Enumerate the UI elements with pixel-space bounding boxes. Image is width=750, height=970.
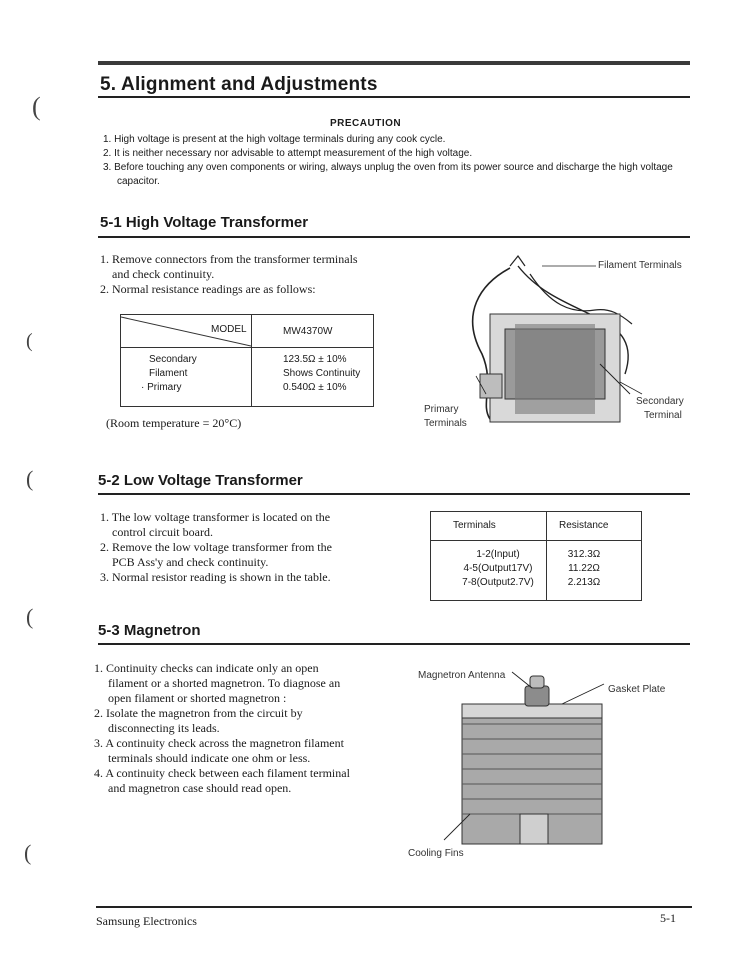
- title-rule: [98, 96, 690, 98]
- hvt-label: Secondary: [149, 354, 197, 365]
- mag-step: terminals should indicate one ohm or less.: [108, 751, 311, 765]
- lvt-table: [430, 511, 642, 601]
- section-rule: [98, 643, 690, 645]
- hvt-table: [120, 314, 374, 407]
- mag-step: 1. Continuity checks can indicate only an open: [94, 661, 319, 675]
- room-temp-note: (Room temperature = 20°C): [106, 416, 242, 430]
- label-magnetron-antenna: Magnetron Antenna: [418, 670, 506, 681]
- precaution-title: PRECAUTION: [330, 118, 402, 129]
- footer-rule: [96, 906, 692, 908]
- footer-company: Samsung Electronics: [96, 914, 197, 928]
- margin-mark: (: [32, 92, 41, 121]
- hvt-step: 1. Remove connectors from the transformer terminals: [100, 252, 358, 266]
- lvt-step: PCB Ass'y and check continuity.: [112, 555, 269, 569]
- lvt-resistance: 2.213Ω: [567, 577, 601, 588]
- page-title: 5. Alignment and Adjustments: [100, 74, 378, 95]
- hvt-label: · Primary: [141, 382, 182, 393]
- label-primary-terminals: Terminals: [424, 418, 467, 429]
- footer-page-number: 5-1: [660, 911, 676, 925]
- margin-mark: (: [24, 840, 32, 865]
- precaution-item: capacitor.: [117, 176, 160, 187]
- section-heading-lvt: 5-2 Low Voltage Transformer: [98, 472, 303, 489]
- mag-step: 2. Isolate the magnetron from the circuit by: [94, 706, 303, 720]
- lvt-resistance: 11.22Ω: [568, 563, 600, 574]
- label-gasket-plate: Gasket Plate: [608, 684, 666, 695]
- hvt-values: [283, 353, 360, 395]
- model-value: MW4370W: [283, 326, 333, 337]
- table-divider: [251, 315, 252, 406]
- hvt-value: Shows Continuity: [283, 368, 361, 379]
- hvt-step: and check continuity.: [112, 267, 215, 281]
- lvt-step: control circuit board.: [112, 525, 213, 539]
- label-cooling-fins: Cooling Fins: [408, 848, 464, 859]
- mag-steps: [94, 661, 414, 796]
- mag-step: filament or a shorted magnetron. To diagnose an: [108, 676, 341, 690]
- section-rule: [98, 493, 690, 495]
- label-primary: Primary: [424, 404, 459, 415]
- table-divider: [121, 347, 373, 348]
- lvt-step: 1. The low voltage transformer is located on the: [100, 510, 331, 524]
- lvt-terminals: [453, 548, 543, 590]
- model-header: MODEL: [211, 324, 247, 335]
- label-secondary-terminal: Terminal: [644, 410, 682, 421]
- label-secondary: Secondary: [636, 396, 684, 407]
- mag-step: 4. A continuity check between each filament terminal: [94, 766, 350, 780]
- hvt-steps: [100, 252, 400, 297]
- margin-mark: (: [26, 330, 33, 352]
- lvt-resistances: [559, 548, 609, 590]
- table-divider: [546, 512, 547, 600]
- hv-transformer-figure: [420, 244, 690, 434]
- precaution-item: 3. Before touching any oven components or wiring, always unplug the oven from its power source and discharge the high voltage: [103, 162, 673, 173]
- label-filament-terminals: Filament Terminals: [598, 260, 682, 271]
- lvt-terminal: 7-8(Output2.7V): [462, 577, 534, 588]
- hvt-value: 123.5Ω ± 10%: [283, 354, 347, 365]
- hvt-label: Filament: [149, 368, 188, 379]
- precaution-list: [103, 133, 693, 189]
- hvt-labels: [141, 353, 197, 395]
- mag-step: and magnetron case should read open.: [108, 781, 292, 795]
- margin-mark: (: [26, 466, 34, 491]
- precaution-item: 1. High voltage is present at the high voltage terminals during any cook cycle.: [103, 134, 446, 145]
- section-heading-magnetron: 5-3 Magnetron: [98, 622, 201, 639]
- lvt-resistance: 312.3Ω: [567, 549, 601, 560]
- hvt-step: 2. Normal resistance readings are as follows:: [100, 282, 316, 296]
- mag-step: open filament or shorted magnetron :: [108, 691, 287, 705]
- lvt-step: 3. Normal resistor reading is shown in the table.: [100, 570, 331, 584]
- lvt-header-resistance: Resistance: [559, 520, 609, 531]
- lvt-terminal: 1-2(Input): [476, 549, 520, 560]
- magnetron-figure: [400, 664, 690, 864]
- mag-step: disconnecting its leads.: [108, 721, 220, 735]
- precaution-item: 2. It is neither necessary nor advisable to attempt measurement of the high voltage.: [103, 148, 473, 159]
- section-rule: [98, 236, 690, 238]
- table-divider: [431, 540, 641, 541]
- lvt-header-terminals: Terminals: [453, 520, 496, 531]
- lvt-steps: [100, 510, 420, 585]
- section-heading-hvt: 5-1 High Voltage Transformer: [100, 214, 309, 231]
- margin-mark: (: [26, 604, 34, 629]
- lvt-terminal: 4-5(Output17V): [463, 563, 533, 574]
- top-bar: [98, 61, 690, 65]
- mag-step: 3. A continuity check across the magnetron filament: [94, 736, 344, 750]
- hvt-value: 0.540Ω ± 10%: [283, 382, 347, 393]
- lvt-step: 2. Remove the low voltage transformer from the: [100, 540, 332, 554]
